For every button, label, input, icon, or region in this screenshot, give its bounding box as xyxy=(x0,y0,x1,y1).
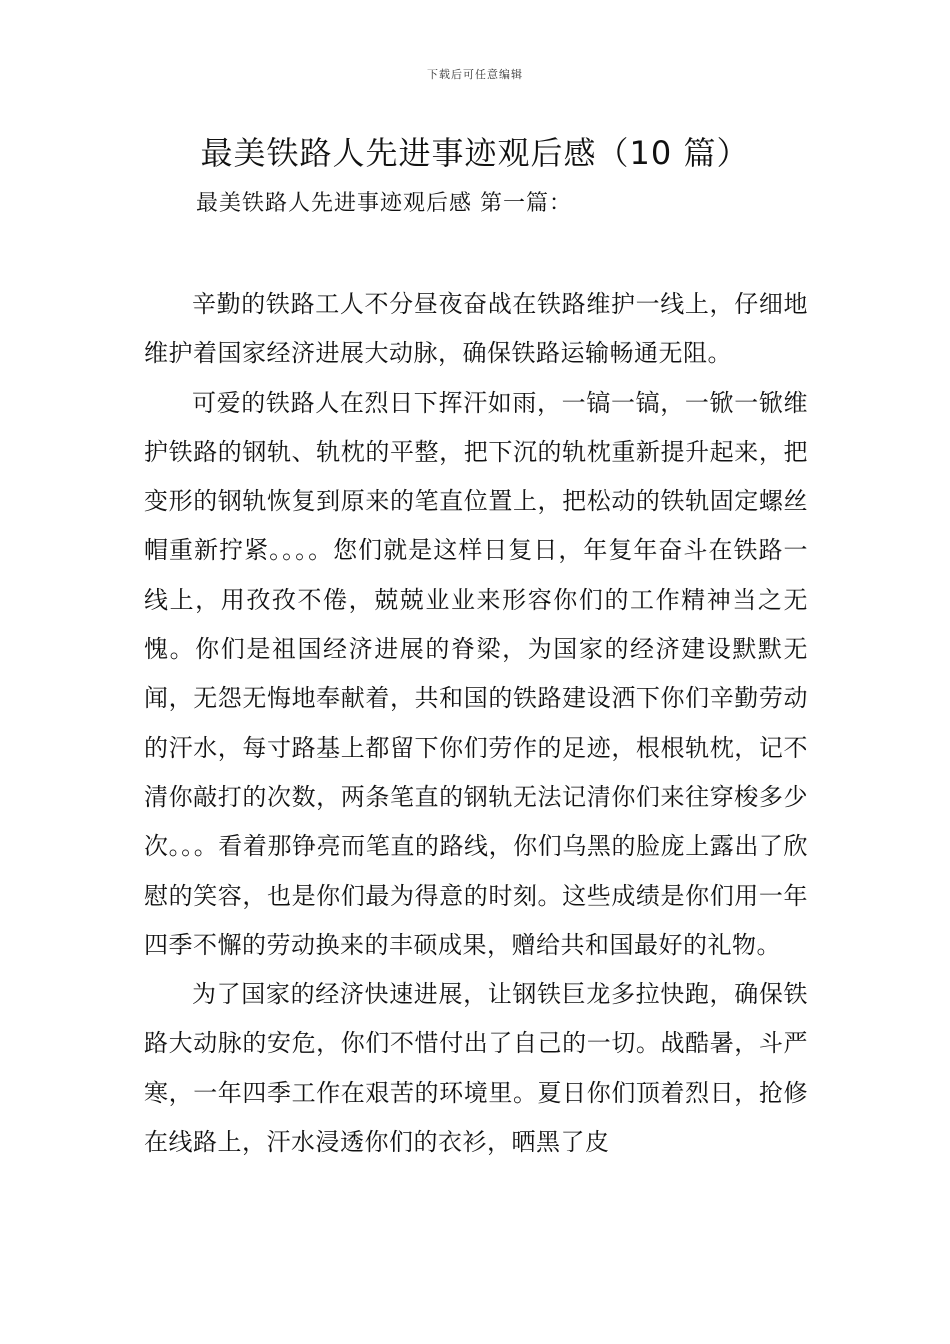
paragraph: 为了国家的经济快速进展，让钢铁巨龙多拉快跑，确保铁路大动脉的安危，你们不惜付出了自己的一切。战酷暑，斗严寒，一年四季工作在艰苦的环境里。夏日你们顶着烈日，抢修在线路上，汗水浸透你们的衣衫，晒黑了皮 xyxy=(144,980,808,1157)
body-text xyxy=(144,280,808,1167)
section-heading: 最美铁路人先进事迹观后感 第一篇： xyxy=(196,191,572,216)
paragraph: 辛勤的铁路工人不分昼夜奋战在铁路维护一线上，仔细地维护着国家经济进展大动脉，确保铁路运输畅通无阻。 xyxy=(144,290,808,368)
header-note: 下载后可任意编辑 xyxy=(427,68,523,81)
paragraph: 可爱的铁路人在烈日下挥汗如雨，一镐一镐，一锨一锨维护铁路的钢轨、轨枕的平整，把下沉的轨枕重新提升起来，把变形的钢轨恢复到原来的笔直位置上，把松动的铁轨固定螺丝帽重新拧紧。。。。您们就是这样日复日，年复年奋斗在铁路一线上，用孜孜不倦，兢兢业业来形容你们的工作精神当之无愧。你们是祖国经济进展的脊梁，为国家的经济建设默默无闻，无怨无悔地奉献着，共和国的铁路建设洒下你们辛勤劳动的汗水，每寸路基上都留下你们劳作的足迹，根根轨枕，记不清你敲打的次数，两条笔直的钢轨无法记清你们来往穿梭多少次。。。看着那铮亮而笔直的路线，你们乌黑的脸庞上露出了欣慰的笑容，也是你们最为得意的时刻。这些成绩是你们用一年四季不懈的劳动换来的丰硕成果，赠给共和国最好的礼物。 xyxy=(144,388,808,959)
document-title: 最美铁路人先进事迹观后感（10 篇） xyxy=(200,134,750,172)
